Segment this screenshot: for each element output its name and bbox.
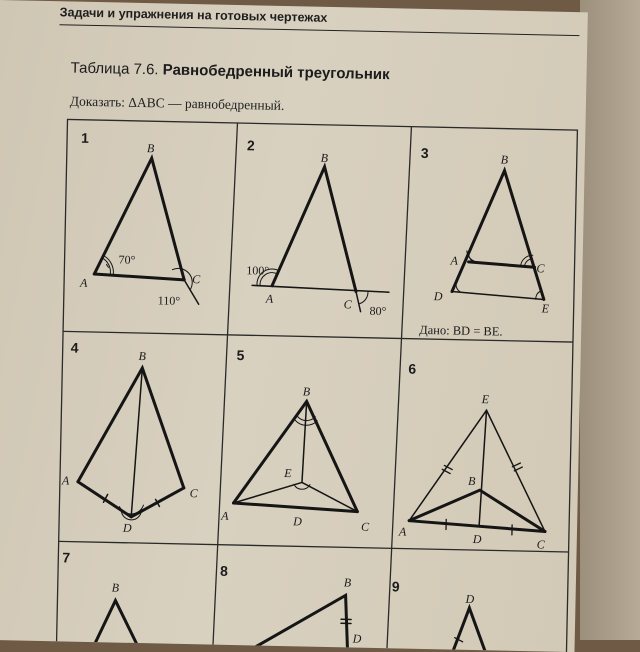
cell-number-1: 1 [81,130,89,146]
fig1-label-C: C [192,272,200,287]
fig6-label-E: E [482,392,490,407]
fig6-label-B: B [468,474,476,489]
fig3-label-C: C [536,261,544,276]
fig2-angle-C: 80° [369,304,386,319]
fig1-label-B: B [147,141,155,156]
cell-number-6: 6 [408,361,416,377]
fig5-label-A: A [221,509,229,524]
figure-2 [252,165,392,312]
grid-border [56,119,577,652]
figure-6 [409,409,548,536]
fig1-angle-C: 110° [158,293,181,308]
fig3-given: Дано: BD = BE. [419,323,503,340]
cell-number-7: 7 [62,549,70,565]
figure-1 [94,157,202,304]
fig6-label-A: A [399,524,407,539]
fig4-label-C: C [190,486,198,501]
fig4-label-B: B [138,349,146,364]
fig8-label-B: B [344,575,352,590]
figure-8 [224,593,351,652]
fig8-label-D: D [353,632,362,647]
fig5-label-B: B [303,384,311,399]
fig5-label-D: D [293,514,302,529]
fig3-label-D: D [434,289,443,304]
cell-number-5: 5 [236,347,244,363]
cell-number-8: 8 [220,563,228,579]
fig1-angle-A: 70° [118,253,135,268]
cell-number-9: 9 [392,578,400,594]
fig5-label-C: C [361,520,369,535]
grid-vline-2 [386,126,411,652]
fig6-label-C: C [537,537,545,552]
figure-5 [233,400,359,512]
table-name: Равнобедренный треугольник [163,61,390,83]
table-number: Таблица 7.6. [70,59,158,78]
fig5-label-E: E [284,466,292,481]
fig3-label-E: E [541,301,549,316]
next-page-edge [580,0,640,640]
fig2-label-B: B [321,151,329,166]
cell-number-4: 4 [71,340,79,356]
figure-3 [452,170,547,300]
figure-4 [77,367,186,521]
fig2-label-C: C [344,297,352,312]
running-header: Задачи и упражнения на готовых чертежах [59,5,579,36]
fig2-label-A: A [266,292,274,307]
fig9-label-D: D [465,592,474,607]
fig6-label-D: D [473,532,482,547]
fig3-label-A: A [450,253,458,268]
fig4-label-A: A [62,473,70,488]
fig3-label-B: B [501,153,509,168]
fig2-angle-A: 100° [246,263,269,278]
figure-9 [446,608,493,652]
cell-number-2: 2 [247,137,255,153]
figure-7 [86,600,147,652]
fig1-label-A: A [80,276,88,291]
task-statement: Доказать: ΔABC — равнобедренный. [70,93,285,113]
fig4-label-D: D [123,521,132,536]
fig7-label-B: B [112,580,120,595]
cell-number-3: 3 [421,145,429,161]
grid-hline-2 [59,541,569,552]
